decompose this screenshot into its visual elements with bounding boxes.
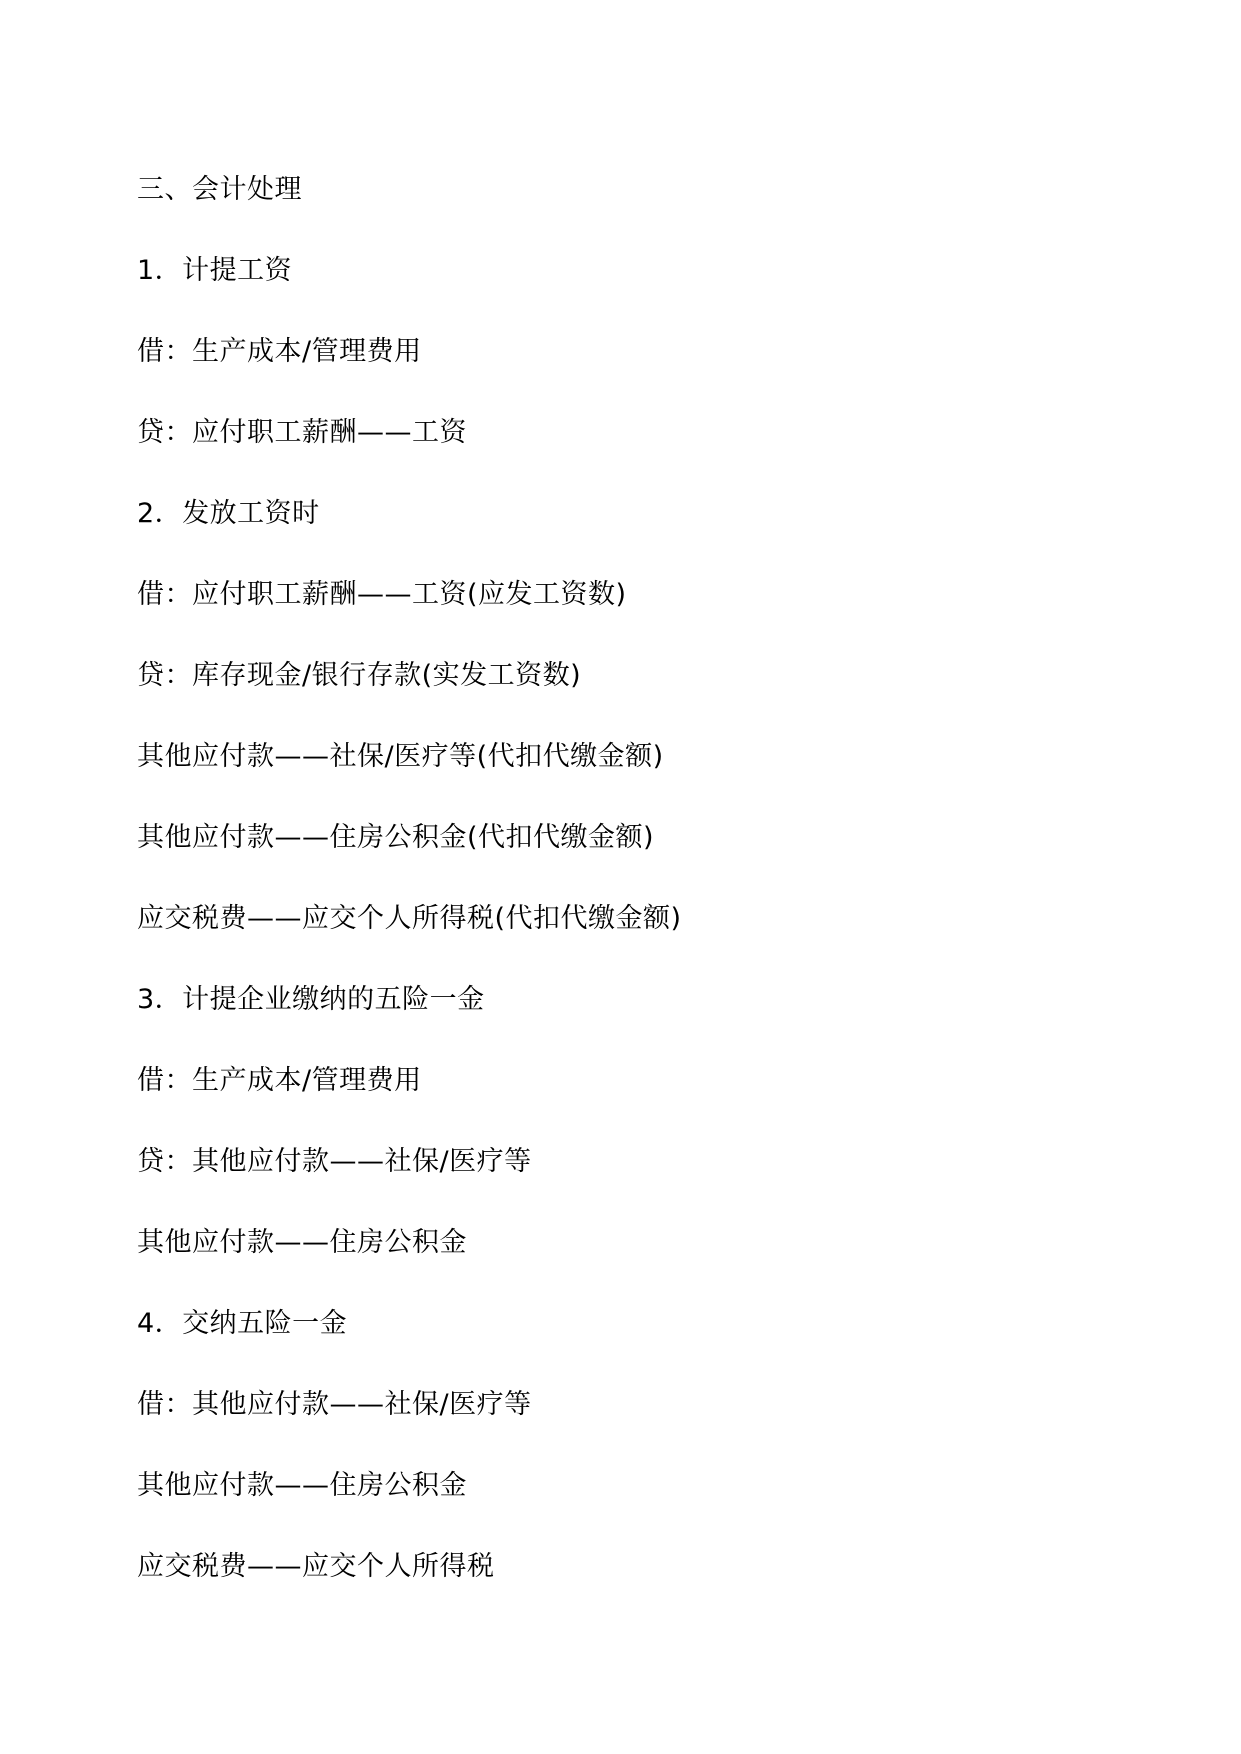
step-3-heading: 3．计提企业缴纳的五险一金: [137, 984, 485, 1015]
entry-line: 应交税费——应交个人所得税(代扣代缴金额): [137, 903, 682, 934]
step-1-heading: 1．计提工资: [137, 255, 293, 286]
step-4-heading: 4．交纳五险一金: [137, 1308, 348, 1339]
entry-line: 其他应付款——住房公积金(代扣代缴金额): [137, 822, 655, 853]
step-2-heading: 2．发放工资时: [137, 498, 320, 529]
entry-line: 贷：应付职工薪酬——工资: [137, 417, 467, 448]
entry-line: 应交税费——应交个人所得税: [137, 1551, 495, 1582]
entry-line: 其他应付款——社保/医疗等(代扣代缴金额): [137, 741, 664, 772]
entry-line: 其他应付款——住房公积金: [137, 1227, 467, 1258]
entry-line: 贷：库存现金/银行存款(实发工资数): [137, 660, 582, 691]
entry-line: 借：应付职工薪酬——工资(应发工资数): [137, 579, 627, 610]
entry-line: 借：生产成本/管理费用: [137, 1065, 422, 1096]
section-heading: 三、会计处理: [137, 174, 302, 205]
entry-line: 借：生产成本/管理费用: [137, 336, 422, 367]
entry-line: 借：其他应付款——社保/医疗等: [137, 1389, 532, 1420]
entry-line: 贷：其他应付款——社保/医疗等: [137, 1146, 532, 1177]
entry-line: 其他应付款——住房公积金: [137, 1470, 467, 1501]
